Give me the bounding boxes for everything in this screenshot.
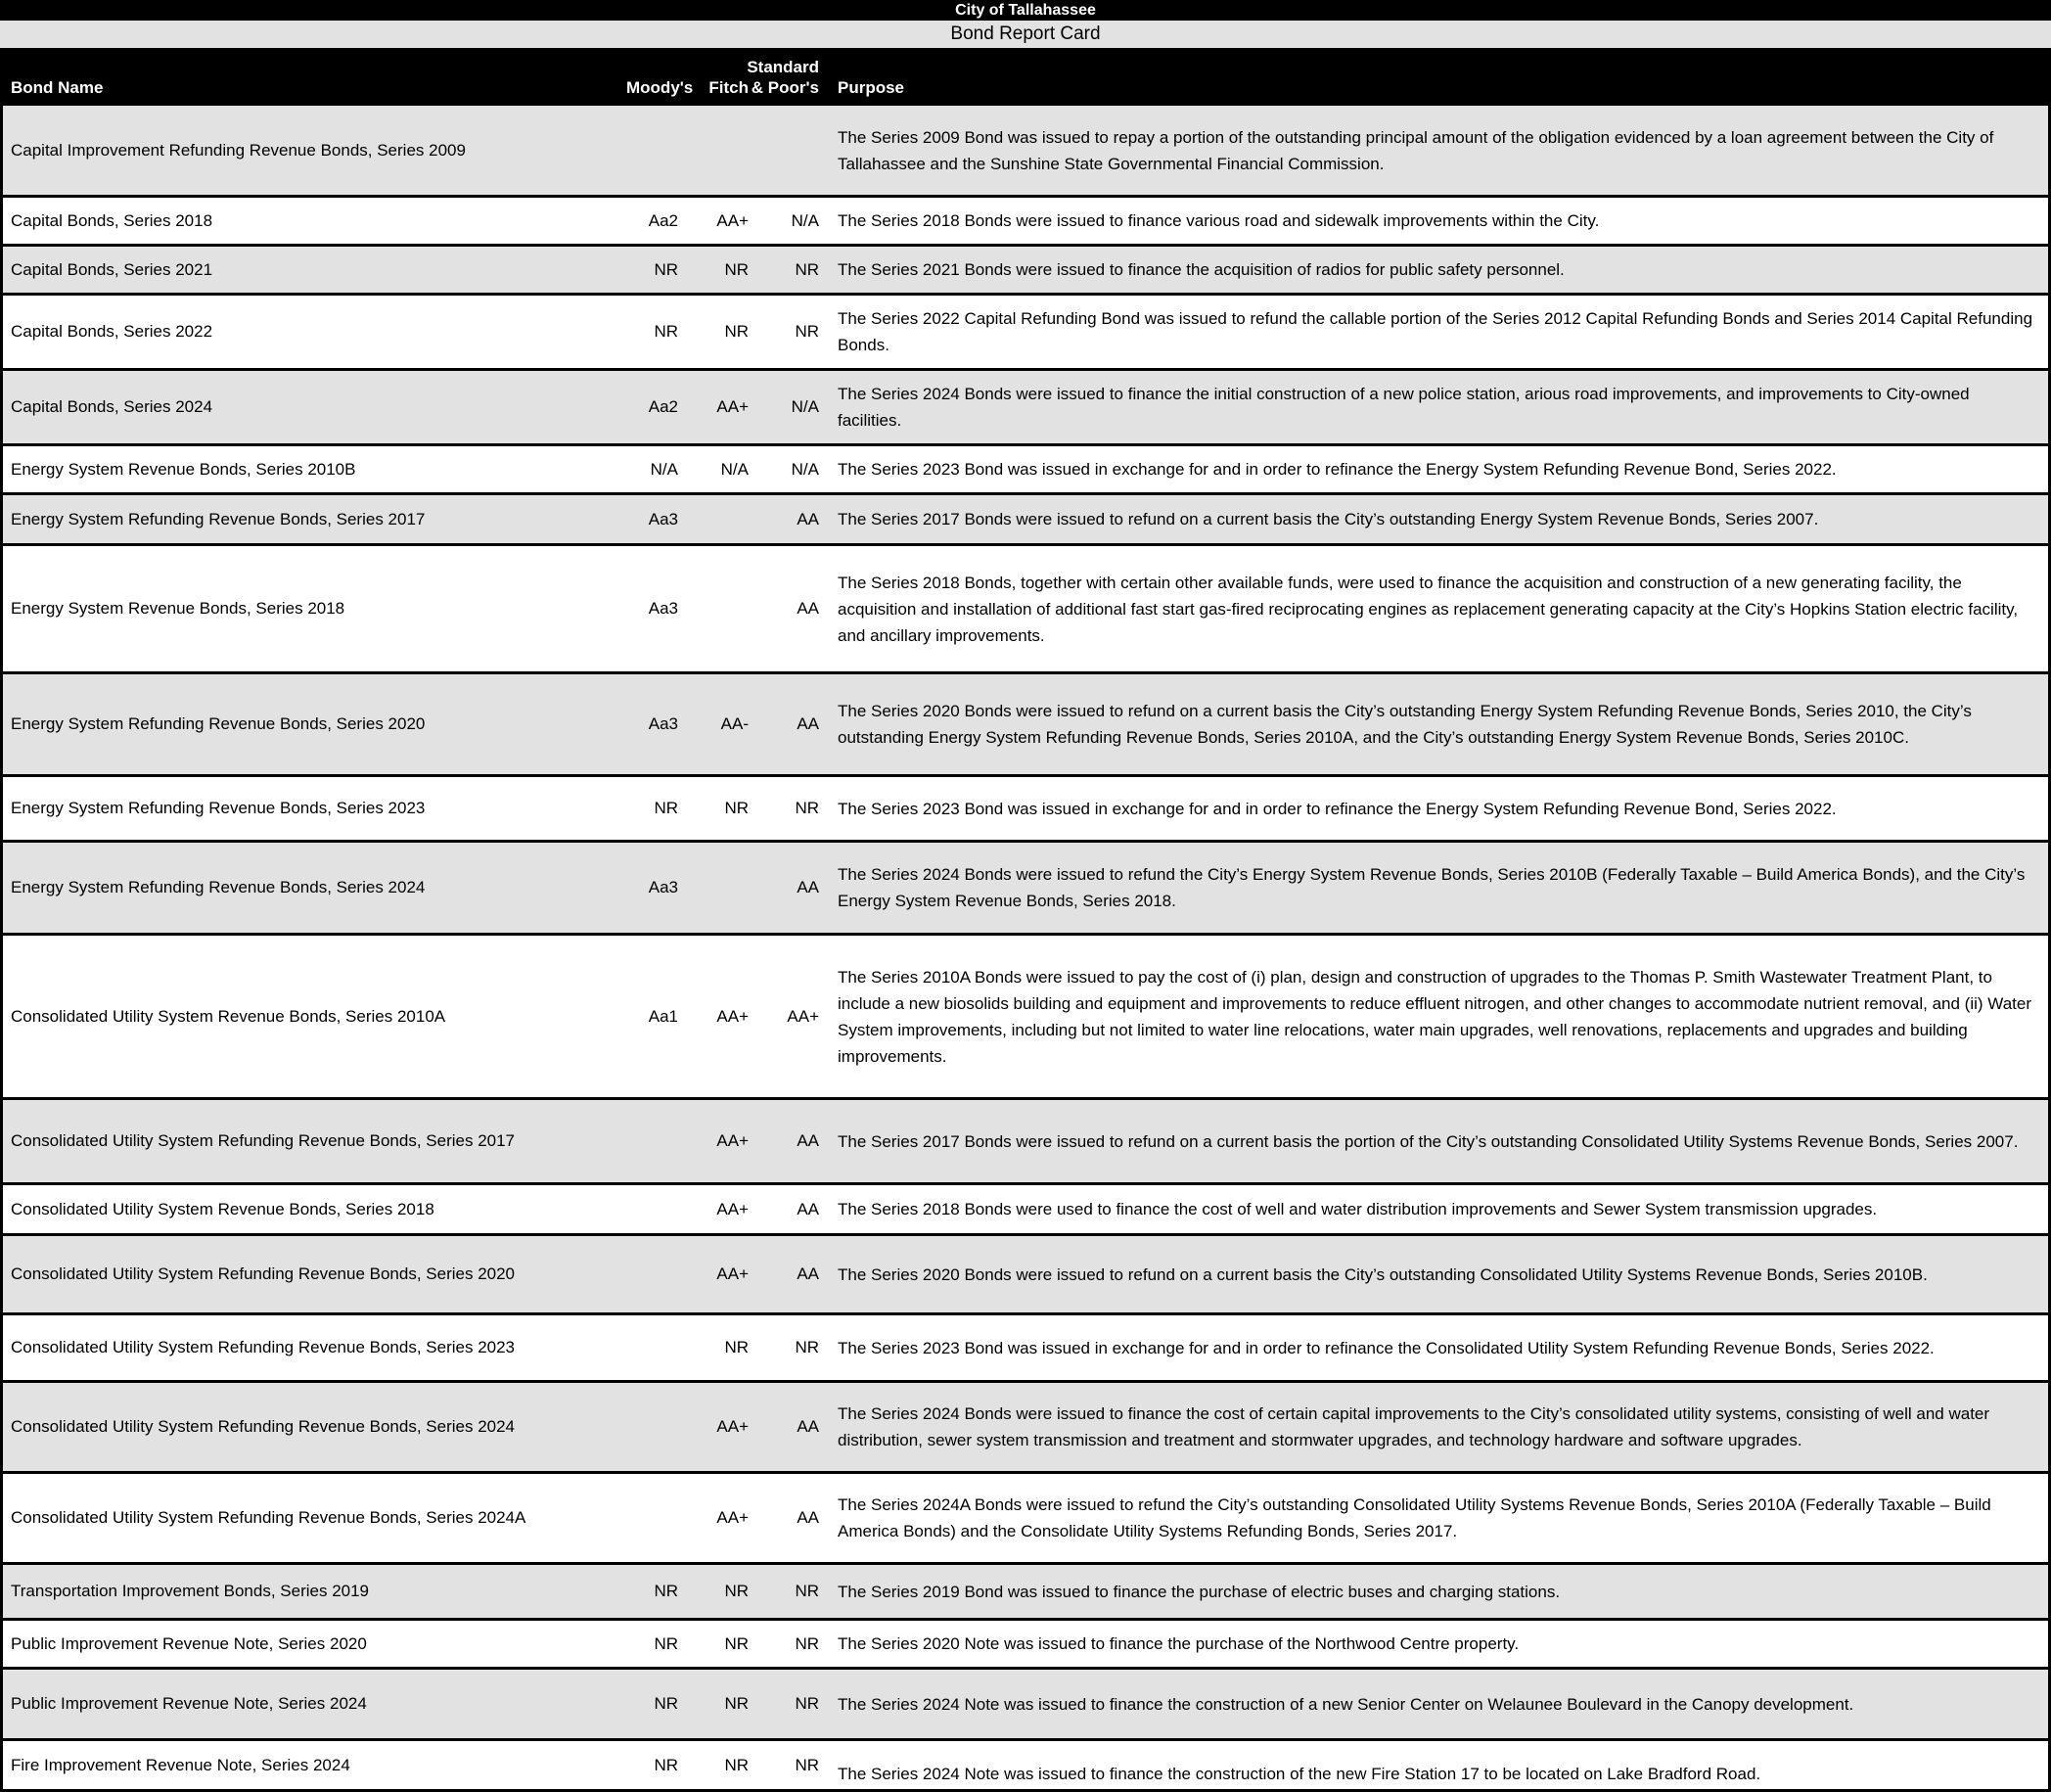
col-header-sp-line2: & Poor's xyxy=(751,78,819,97)
moodys-rating-cell: NR xyxy=(654,1582,678,1600)
fitch-rating-cell: NR xyxy=(724,1755,749,1774)
purpose-cell: The Series 2024 Bonds were issued to finance the initial construction of a new police station, arious road improvements, and improvements to City-owned facilities. xyxy=(838,385,1970,430)
fitch-rating-cell: NR xyxy=(724,259,749,279)
moodys-rating-cell: Aa3 xyxy=(648,509,678,528)
moodys-rating-cell xyxy=(626,1383,683,1471)
moodys-rating-cell: Aa3 xyxy=(648,599,678,618)
purpose-cell: The Series 2022 Capital Refunding Bond was issued to refund the callable portion of the Series 2012 Capital Refunding Bonds and Series 2014 Capital Refunding Bonds. xyxy=(838,309,2033,354)
table-row xyxy=(3,840,2048,933)
table-row xyxy=(3,1738,2048,1789)
purpose-cell: The Series 2018 Bonds were issued to finance various road and sidewalk improvements within the City. xyxy=(838,211,1600,230)
table-row xyxy=(3,368,2048,443)
sp-rating-cell xyxy=(753,106,824,195)
fitch-rating-cell: AA+ xyxy=(716,1199,749,1218)
sp-rating-cell: AA+ xyxy=(787,1006,819,1026)
moodys-rating-cell: N/A xyxy=(650,459,678,479)
moodys-rating-cell xyxy=(626,1185,683,1233)
moodys-rating-cell xyxy=(626,1236,683,1312)
fitch-rating-cell: AA+ xyxy=(716,1417,749,1436)
table-row xyxy=(3,1182,2048,1233)
moodys-rating-cell xyxy=(626,1100,683,1182)
bond-name-cell: Transportation Improvement Bonds, Series 2019 xyxy=(11,1582,370,1600)
sp-rating-cell: N/A xyxy=(791,459,819,479)
table-row xyxy=(3,1667,2048,1738)
table-row xyxy=(3,1097,2048,1182)
fitch-rating-cell: NR xyxy=(724,1338,749,1356)
table-row xyxy=(3,774,2048,840)
table-row xyxy=(3,543,2048,671)
moodys-rating-cell xyxy=(626,1315,683,1380)
bond-name-cell: Capital Improvement Refunding Revenue Bonds, Series 2009 xyxy=(11,140,466,160)
bond-name-cell: Public Improvement Revenue Note, Series 2024 xyxy=(11,1694,367,1713)
table-row xyxy=(3,1312,2048,1380)
sp-rating-cell: AA xyxy=(797,878,819,896)
purpose-cell: The Series 2009 Bond was issued to repay a portion of the outstanding principal amount of the obligation evidenced by a loan agreement between the City of Tallahassee and the Sunshine State Governmental Financial Commission. xyxy=(838,127,1994,173)
fitch-rating-cell: AA+ xyxy=(716,1264,749,1283)
purpose-cell: The Series 2024A Bonds were issued to refund the City’s outstanding Consolidated Utility Systems Revenue Bonds, Series 2010A (Federally Taxable – Build America Bonds) and the Consolidate Utility Systems Refunding Bonds, Series 2017. xyxy=(838,1495,1991,1540)
bond-name-cell: Consolidated Utility System Revenue Bonds, Series 2010A xyxy=(11,1006,446,1026)
purpose-cell: The Series 2019 Bond was issued to finance the purchase of electric buses and charging stations. xyxy=(838,1582,1561,1601)
bond-table xyxy=(0,48,2051,1792)
sp-rating-cell: NR xyxy=(795,1633,819,1653)
moodys-rating-cell: Aa3 xyxy=(648,714,678,733)
purpose-cell: The Series 2017 Bonds were issued to refund on a current basis the portion of the City’s outstanding Consolidated Utility Systems Revenue Bonds, Series 2007. xyxy=(838,1131,2019,1151)
bond-name-cell: Energy System Revenue Bonds, Series 2010B xyxy=(11,459,356,479)
sp-rating-cell: AA xyxy=(797,1417,819,1436)
fitch-rating-cell xyxy=(683,843,753,933)
purpose-cell: The Series 2010A Bonds were issued to pay the cost of (i) plan, design and construction of upgrades to the Thomas P. Smith Wastewater Treatment Plant, to include a new biosolids building and equipment and improvements to reduce effluent nitrogen, and other changes to accommodate nutrient removal, and (ii) Water System improvements, including but not limited to water line relocations, water main upgrades, well renovations, replacements and upgrades and building improvements. xyxy=(838,967,2031,1066)
col-header-moodys: Moody's xyxy=(626,78,694,97)
purpose-cell: The Series 2023 Bond was issued in exchange for and in order to refinance the Consolidated Utility System Refunding Revenue Bonds, Series 2022. xyxy=(838,1338,1935,1357)
fitch-rating-cell: NR xyxy=(724,1633,749,1653)
fitch-rating-cell xyxy=(683,546,753,671)
fitch-rating-cell: NR xyxy=(724,322,749,341)
purpose-cell: The Series 2017 Bonds were issued to refund on a current basis the City’s outstanding Energy System Revenue Bonds, Series 2007. xyxy=(838,510,1819,528)
table-row xyxy=(3,195,2048,244)
bond-name-cell: Public Improvement Revenue Note, Series 2020 xyxy=(11,1633,367,1653)
bond-name-cell: Consolidated Utility System Refunding Revenue Bonds, Series 2023 xyxy=(11,1338,516,1356)
sp-rating-cell: NR xyxy=(795,1694,819,1713)
purpose-cell: The Series 2018 Bonds were used to finance the cost of well and water distribution improvements and Sewer System transmission upgrades. xyxy=(838,1200,1878,1218)
sp-rating-cell: AA xyxy=(797,714,819,733)
moodys-rating-cell: NR xyxy=(654,799,678,817)
moodys-rating-cell: Aa2 xyxy=(648,397,678,416)
table-row xyxy=(3,492,2048,543)
col-header-sp-line1: Standard xyxy=(747,58,819,76)
moodys-rating-cell xyxy=(626,106,683,195)
bond-name-cell: Fire Improvement Revenue Note, Series 2024 xyxy=(11,1755,350,1774)
purpose-cell: The Series 2018 Bonds, together with certain other available funds, were used to finance the acquisition and construction of a new generating facility, the acquisition and installation of additional fast start gas-fired reciprocating engines as replacement generating capacity at the City’s Hopkins Station electric facility, and ancillary improvements. xyxy=(838,573,2019,645)
bond-name-cell: Capital Bonds, Series 2018 xyxy=(11,210,213,230)
table-row xyxy=(3,1380,2048,1471)
bond-name-cell: Capital Bonds, Series 2022 xyxy=(11,322,213,341)
fitch-rating-cell: AA+ xyxy=(716,210,749,230)
moodys-rating-cell: Aa2 xyxy=(648,210,678,230)
moodys-rating-cell: Aa1 xyxy=(648,1006,678,1026)
fitch-rating-cell: NR xyxy=(724,1694,749,1713)
bond-name-cell: Energy System Refunding Revenue Bonds, Series 2023 xyxy=(11,799,426,817)
fitch-rating-cell xyxy=(683,495,753,543)
page-title: City of Tallahassee xyxy=(0,0,2051,21)
sp-rating-cell: NR xyxy=(795,1582,819,1600)
table-row xyxy=(3,1618,2048,1667)
fitch-rating-cell xyxy=(683,106,753,195)
col-header-standard-and-poors xyxy=(747,57,824,98)
purpose-cell: The Series 2024 Bonds were issued to finance the cost of certain capital improvements to the City’s consolidated utility systems, consisting of well and water distribution, sewer system transmission and treatment and stormwater upgrades, and technology hardware and software upgrades. xyxy=(838,1404,1990,1449)
table-row xyxy=(3,671,2048,774)
table-row xyxy=(3,1233,2048,1312)
moodys-rating-cell: Aa3 xyxy=(648,878,678,896)
fitch-rating-cell: AA+ xyxy=(716,1508,749,1527)
bond-name-cell: Energy System Refunding Revenue Bonds, Series 2024 xyxy=(11,878,426,896)
table-row xyxy=(3,1471,2048,1562)
bond-name-cell: Consolidated Utility System Refunding Revenue Bonds, Series 2017 xyxy=(11,1131,516,1150)
sp-rating-cell: AA xyxy=(797,1508,819,1527)
sp-rating-cell: NR xyxy=(795,799,819,817)
sp-rating-cell: NR xyxy=(795,322,819,341)
sp-rating-cell: NR xyxy=(795,1755,819,1774)
col-header-fitch: Fitch xyxy=(708,78,749,97)
sp-rating-cell: AA xyxy=(797,1131,819,1150)
purpose-cell: The Series 2024 Note was issued to finance the construction of a new Senior Center on Welaunee Boulevard in the Canopy development. xyxy=(838,1694,1854,1714)
bond-name-cell: Consolidated Utility System Refunding Revenue Bonds, Series 2024 xyxy=(11,1417,516,1436)
col-header-bond-name: Bond Name xyxy=(11,78,104,97)
purpose-cell: The Series 2020 Bonds were issued to refund on a current basis the City’s outstanding Consolidated Utility Systems Revenue Bonds, Series 2010B. xyxy=(838,1264,1928,1284)
page-subtitle: Bond Report Card xyxy=(0,21,2051,48)
bond-name-cell: Consolidated Utility System Revenue Bonds, Series 2018 xyxy=(11,1199,434,1218)
sp-rating-cell: NR xyxy=(795,1338,819,1356)
sp-rating-cell: N/A xyxy=(791,210,819,230)
purpose-cell: The Series 2023 Bond was issued in exchange for and in order to refinance the Energy System Refunding Revenue Bond, Series 2022. xyxy=(838,799,1837,818)
sp-rating-cell: AA xyxy=(797,1264,819,1283)
fitch-rating-cell: AA+ xyxy=(716,1006,749,1026)
moodys-rating-cell: NR xyxy=(654,259,678,279)
table-row xyxy=(3,103,2048,195)
sp-rating-cell: N/A xyxy=(791,397,819,416)
table-row xyxy=(3,244,2048,293)
bond-name-cell: Capital Bonds, Series 2024 xyxy=(11,397,213,416)
purpose-cell: The Series 2024 Note was issued to finance the construction of the new Fire Station 17 to be located on Lake Bradford Road. xyxy=(838,1765,1761,1783)
fitch-rating-cell: N/A xyxy=(720,459,749,479)
moodys-rating-cell: NR xyxy=(654,322,678,341)
purpose-cell: The Series 2020 Note was issued to finance the purchase of the Northwood Centre property. xyxy=(838,1634,1520,1653)
fitch-rating-cell: AA- xyxy=(720,714,749,733)
fitch-rating-cell: AA+ xyxy=(716,397,749,416)
moodys-rating-cell: NR xyxy=(654,1755,678,1774)
fitch-rating-cell: NR xyxy=(724,799,749,817)
sp-rating-cell: AA xyxy=(797,599,819,618)
purpose-cell: The Series 2021 Bonds were issued to finance the acquisition of radios for public safety personnel. xyxy=(838,260,1565,279)
bond-name-cell: Energy System Refunding Revenue Bonds, Series 2017 xyxy=(11,509,426,528)
moodys-rating-cell xyxy=(626,1474,683,1562)
purpose-cell: The Series 2024 Bonds were issued to refund the City’s Energy System Revenue Bonds, Series 2010B (Federally Taxable – Build America Bonds), and the City’s Energy System Revenue Bonds, Series 2018. xyxy=(838,865,2026,910)
moodys-rating-cell: NR xyxy=(654,1694,678,1713)
purpose-cell: The Series 2023 Bond was issued in exchange for and in order to refinance the Energy System Refunding Revenue Bond, Series 2022. xyxy=(838,460,1837,479)
header-row xyxy=(3,48,2048,103)
sp-rating-cell: AA xyxy=(797,509,819,528)
table-row xyxy=(3,443,2048,492)
sp-rating-cell: AA xyxy=(797,1199,819,1218)
fitch-rating-cell: AA+ xyxy=(716,1131,749,1150)
fitch-rating-cell: NR xyxy=(724,1582,749,1600)
purpose-cell: The Series 2020 Bonds were issued to refund on a current basis the City’s outstanding Energy System Refunding Revenue Bonds, Series 2010, the City’s outstanding Energy System Refunding Revenue Bonds, Series 2010A, and the City’s outstanding Energy System Revenue Bonds, Series 2010C. xyxy=(838,702,1972,747)
table-row xyxy=(3,933,2048,1097)
bond-name-cell: Consolidated Utility System Refunding Revenue Bonds, Series 2020 xyxy=(11,1264,516,1283)
bond-name-cell: Energy System Refunding Revenue Bonds, Series 2020 xyxy=(11,714,426,733)
table-row xyxy=(3,1562,2048,1618)
table-row xyxy=(3,293,2048,368)
bond-name-cell: Capital Bonds, Series 2021 xyxy=(11,259,213,279)
sp-rating-cell: NR xyxy=(795,259,819,279)
bond-name-cell: Consolidated Utility System Refunding Revenue Bonds, Series 2024A xyxy=(11,1508,526,1527)
bond-name-cell: Energy System Revenue Bonds, Series 2018 xyxy=(11,599,345,618)
col-header-purpose: Purpose xyxy=(838,78,905,97)
moodys-rating-cell: NR xyxy=(654,1633,678,1653)
